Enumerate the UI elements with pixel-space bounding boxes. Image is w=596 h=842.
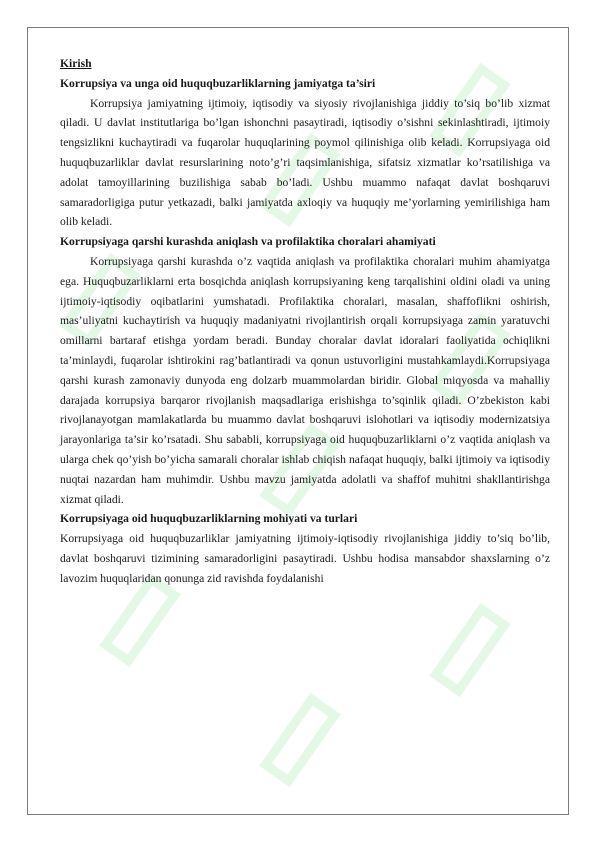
paragraph-impact: Korrupsiya jamiyatning ijtimoiy, iqtisodiy va siyosiy rivojlanishiga jiddiy to’siq bo’lib xizmat qiladi. U davlat institutlariga bo’lgan ishonchni pasaytiradi, iqtisodiy o’sishni sekinlashtiradi, ijtimoiy tengsizlikni kuchaytiradi va fuqarolar huquqlarining poymol qilinishiga olib keladi. Korrupsiyaga oid huquqbuzarliklar davlat resurslarining noto’g’ri taqsimlanishiga, sifatsiz xizmatlar ko’rsatilishiga va adolat tamoyillarining buzilishiga sabab bo’ladi. Ushbu muammo nafaqat davlat boshqaruvi samaradorligiga putur yetkazadi, balki jamiyatda axloqiy va huquqiy me’yorlarning yemirilishiga ham olib keladi. [60,96,550,229]
section-heading-prevention: Korrupsiyaga qarshi kurashda aniqlash va profilaktika choralari ahamiyati [60,235,436,249]
section-heading-impact: Korrupsiya va unga oid huquqbuzarliklarning jamiyatga ta’siri [60,76,376,90]
paragraph-prevention: Korrupsiyaga qarshi kurashda o’z vaqtida aniqlash va profilaktika choralari muhim ahamiyatga ega. Huquqbuzarliklarni erta bosqichda aniqlash korrupsiyaning keng tarqalishini oldini oladi va uning ijtimoiy-iqtisodiy oqibatlarini yumshatadi. Profilaktika choralari, masalan, shaffoflikni oshirish, mas’uliyatni kuchaytirish va huquqiy madaniyatni rivojlantirish orqali korrupsiyaga zamin yaratuvchi omillarni bartaraf etishga yordam beradi. Bunday choralar davlat idoralari faoliyatida ochiqlikni ta’minlaydi, fuqarolar ishtirokini rag’batlantiradi va qonun ustuvorligini mustahkamlaydi.Korrupsiyaga qarshi kurash zamonaviy dunyoda eng dolzarb muammolardan biridir. Global miqyosda va mahalliy darajada korrupsiya barqaror rivojlanish maqsadlariga erishishga to’sqinlik qiladi. O’zbekiston kabi rivojlanayotgan mamlakatlarda bu muammo davlat boshqaruvi islohotlari va iqtisodiy modernizatsiya jarayonlariga ta’sir ko’rsatadi. Shu sababli, korrupsiyaga oid huquqbuzarliklarni o’z vaqtida aniqlash va ularga chek qo’yish bo’yicha samarali choralar ishlab chiqish nafaqat huquqiy, balki ijtimoiy va iqtisodiy nuqtai nazardan ham muhimdir. Ushbu mavzu jamiyatda adolatli va shaffof muhitni shakllantirishga xizmat qiladi. [60,254,550,506]
intro-label: Kirish [60,57,92,70]
document-body [60,54,550,589]
section-heading-types: Korrupsiyaga oid huquqbuzarliklarning mohiyati va turlari [60,512,358,526]
paragraph-types: Korrupsiyaga oid huquqbuzarliklar jamiyatning ijtimoiy-iqtisodiy rivojlanishiga jiddiy to’siq bo’lib, davlat boshqaruvi tizimining samaradorligini pasaytiradi. Ushbu hodisa mansabdor shaxslarning o’z lavozim huquqlaridan qonunga zid ravishda foydalanishi [60,532,550,585]
